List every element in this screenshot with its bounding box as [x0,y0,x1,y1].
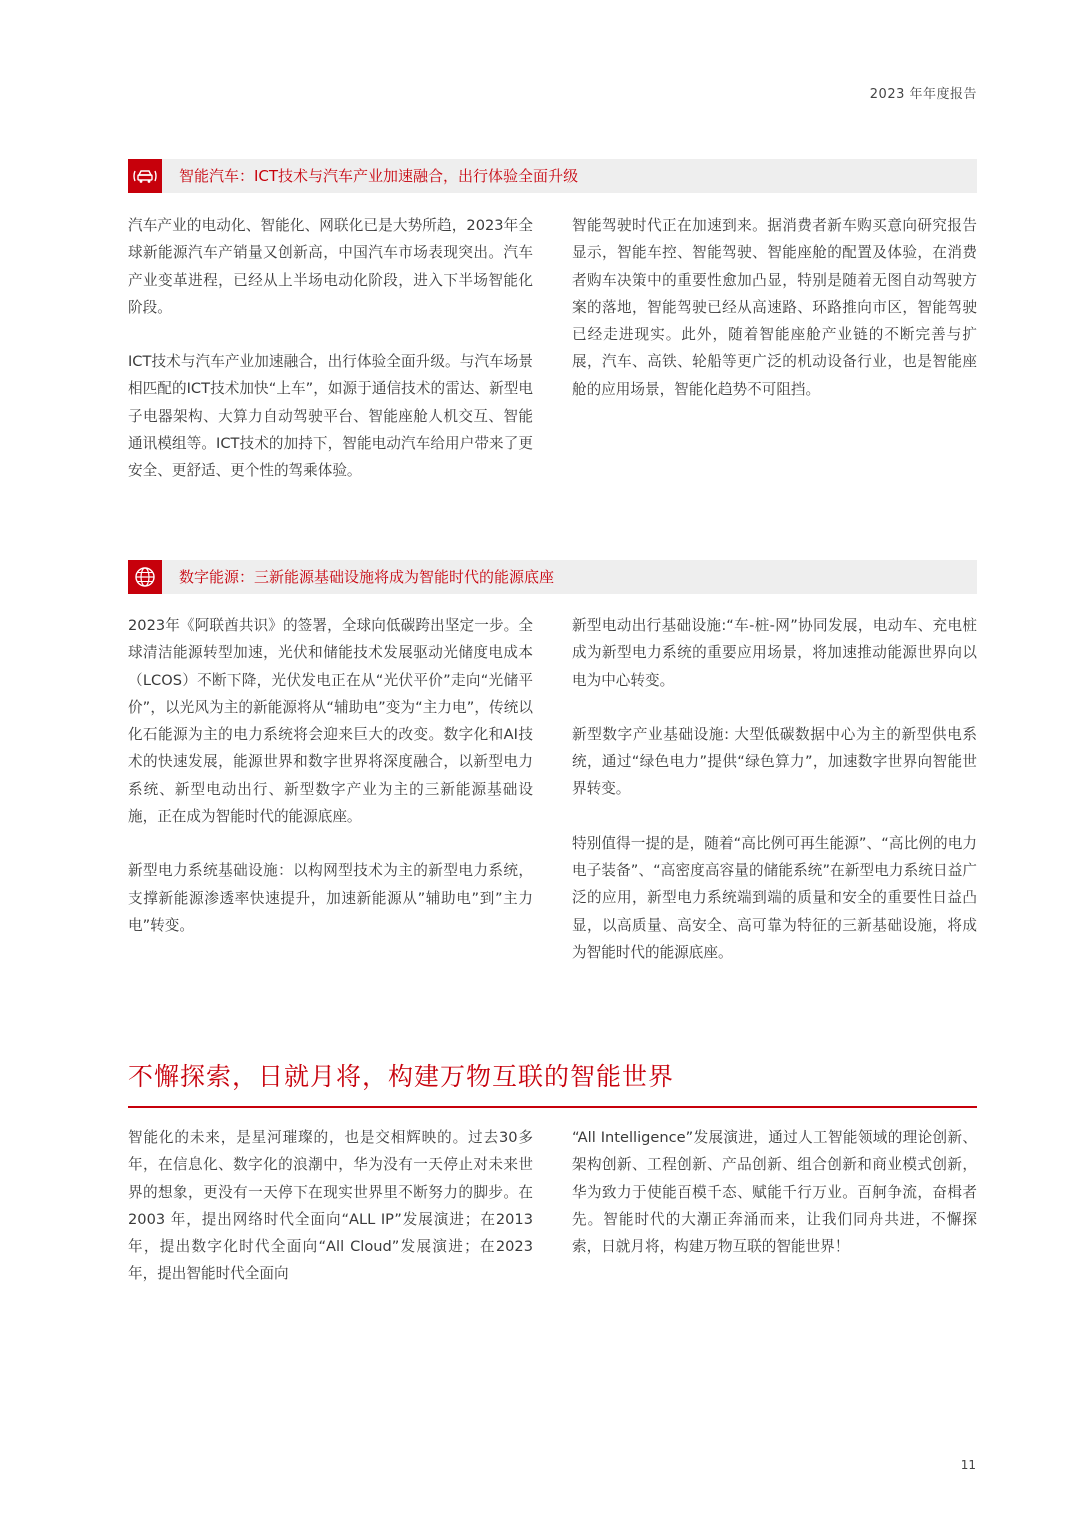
heading-divider [128,1106,977,1108]
section-energy-right-column [572,612,977,966]
closing-left-column [128,1124,533,1288]
section-banner-title: 数字能源：三新能源基础设施将成为智能时代的能源底座 [179,568,555,586]
section-banner-title: 智能汽车：ICT技术与汽车产业加速融合，出行体验全面升级 [179,167,579,185]
paragraph: 新型电动出行基础设施:“车-桩-网”协同发展，电动车、充电桩成为新型电力系统的重要应用场景，将加速推动能源世界向以电为中心转变。 [572,617,977,689]
paragraph: 2023年《阿联酋共识》的签署，全球向低碳跨出坚定一步。全球清洁能源转型加速，光伏和储能技术发展驱动光储度电成本（LCOS）不断下降，光伏发电正在从“光伏平价”走向“光储平价”，以光风为主的新能源将从“辅助电”变为“主力电”，传统以化石能源为主的电力系统将会迎来巨大的改变。数字化和AI技术的快速发展，能源世界和数字世界将深度融合，以新型电力系统、新型电动出行、新型数字产业为主的三新能源基础设施，正在成为智能时代的能源底座。 [128,617,533,826]
paragraph: 新型数字产业基础设施: 大型低碳数据中心为主的新型供电系统，通过“绿色电力”提供“绿色算力”，加速数字世界向智能世界转变。 [572,725,977,798]
globe-icon [128,560,162,594]
paragraph: ICT技术与汽车产业加速融合，出行体验全面升级。与汽车场景相匹配的ICT技术加快“上车”，如源于通信技术的雷达、新型电子电器架构、大算力自动驾驶平台、智能座舱人机交互、智能通讯模组等。ICT技术的加持下，智能电动汽车给用户带来了更安全、更舒适、更个性的驾乘体验。 [128,353,533,480]
paragraph: 智能驾驶时代正在加速到来。据消费者新车购买意向研究报告显示，智能车控、智能驾驶、智能座舱的配置及体验，在消费者购车决策中的重要性愈加凸显，特别是随着无图自动驾驶方案的落地，智能驾驶已经从高速路、环路推向市区，智能驾驶已经走进现实。此外，随着智能座舱产业链的不断完善与扩展，汽车、高铁、轮船等更广泛的机动设备行业，也是智能座舱的应用场景，智能化趋势不可阻挡。 [572,217,977,398]
paragraph: 新型电力系统基础设施：以构网型技术为主的新型电力系统，支撑新能源渗透率快速提升，加速新能源从”辅助电”到”主力电”转变。 [128,862,533,934]
section-auto-left-column [128,212,533,485]
closing-heading: 不懈探索，日就月将，构建万物互联的智能世界 [128,1062,675,1091]
paragraph: “All Intelligence”发展演进，通过人工智能领域的理论创新、架构创新、工程创新、产品创新、组合创新和商业模式创新，华为致力于使能百模千态、赋能千行万业。百舸争流，奋楫者先。智能时代的大潮正奔涌而来，让我们同舟共进，不懈探索，日就月将，构建万物互联的智能世界！ [572,1129,977,1256]
section-banner-smart-auto [128,159,977,193]
section-auto-right-column [572,212,977,403]
closing-right-column [572,1124,977,1260]
section-energy-left-column [128,612,533,939]
section-banner-digital-energy [128,560,977,594]
page-number: 11 [960,1458,976,1472]
paragraph: 特别值得一提的是，随着“高比例可再生能源”、“高比例的电力电子装备”、“高密度高容量的储能系统”在新型电力系统日益广泛的应用，新型电力系统端到端的质量和安全的重要性日益凸显，以高质量、高安全、高可靠为特征的三新基础设施，将成为智能时代的能源底座。 [572,834,977,961]
paragraph: 智能化的未来，是星河璀璨的，也是交相辉映的。过去30多年，在信息化、数字化的浪潮中，华为没有一天停止对未来世界的想象，更没有一天停下在现实世界里不断努力的脚步。在2003 年，提出网络时代全面向“ALL IP”发展演进；在2013年，提出数字化时代全面向“All Cloud”发展演进；在2023年，提出智能时代全面向 [128,1129,533,1283]
report-title: 2023 年年度报告 [869,87,977,102]
car-icon [128,159,162,193]
paragraph: 汽车产业的电动化、智能化、网联化已是大势所趋，2023年全球新能源汽车产销量又创新高，中国汽车市场表现突出。汽车产业变革进程，已经从上半场电动化阶段，进入下半场智能化阶段。 [128,217,533,316]
